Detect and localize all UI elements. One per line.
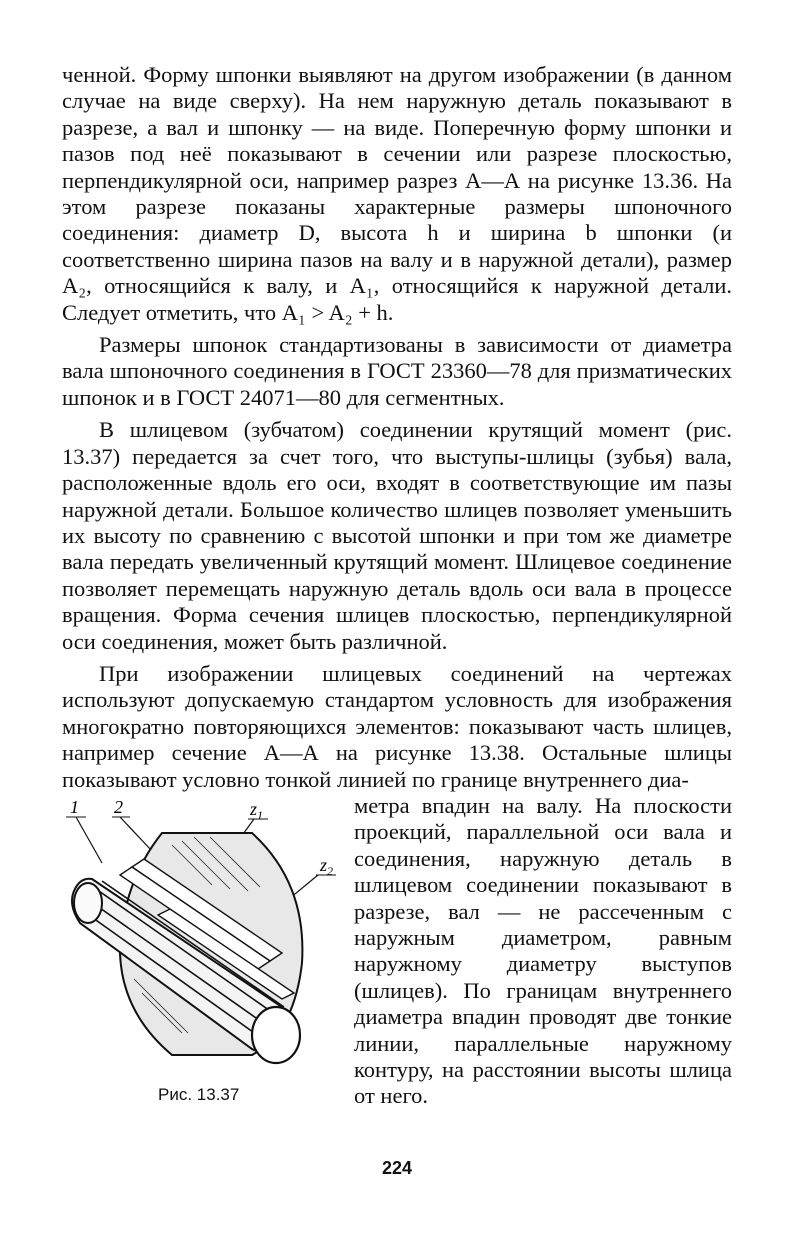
label-1: 1 (70, 796, 79, 817)
page-number: 224 (381, 1158, 413, 1178)
label-2: 2 (114, 796, 123, 817)
paragraph-1: ченной. Форму шпонки выявляют на другом изображении (в данном случае на виде сверху). На нем наружную деталь показывают в разрезе, а вал и шпонку — на виде. Поперечную форму шпонки и пазов под неё показывают в сечении или разрезе плоскостью, перпендикулярной оси, например разрез А—А на рисунке 13.36. На этом разрезе показаны характерные размеры шпоночного соединения: диаметр D, высота h и ширина b шпонки (и соответственно ширина пазов на валу и в наружной детали), размер A₂, относящийся к валу, и A₁, относящийся к наружной детали. Следует отметить, что A₁ > A₂ + h. (62, 62, 732, 325)
paragraph-2: Размеры шпонок стандартизованы в зависимости от диаметра вала шпоночного соединения в ГОСТ 23360—78 для призматических шпонок и в ГОСТ 24071—80 для сегментных. (62, 332, 732, 410)
page-body (62, 62, 732, 1113)
side-paragraph: метра впадин на валу. На плоскости проекций, параллельной оси вала и соединения, наружную деталь в шлицевом соединении показывают в разрезе, вал — не рассеченным с наружным диаметром, равным наружному диаметру выступов (шлицев). По границам внутреннего диаметра впадин проводят две тонкие линии, параллельные наружному контуру, на расстоянии высоты шлица от него. (354, 792, 732, 1109)
figure-13-37 (62, 793, 352, 1113)
label-z2: $z_2$ (320, 854, 334, 878)
figure-block (62, 793, 732, 1113)
shaft-left-end (74, 883, 102, 923)
label-z1: $z_1$ (250, 798, 264, 822)
figure-caption: Рис. 13.37 (158, 1084, 240, 1104)
spline-shaft-illustration (62, 793, 352, 1083)
shaft-end (252, 1007, 300, 1063)
paragraph-3: В шлицевом (зубчатом) соединении крутящий момент (рис. 13.37) передается за счет того, что выступы-шлицы (зубья) вала, расположенные вдоль его оси, входят в соответствующие им пазы наружной детали. Большое количество шлицев позволяет уменьшить их высоту по сравнению с высотой шпонки и при том же диаметре вала передать увеличенный крутящий момент. Шлицевое соединение позволяет перемещать наружную деталь вдоль оси вала в процессе вращения. Форма сечения шлицев плоскостью, перпендикулярной оси соединения, может быть различной. (62, 417, 732, 654)
paragraph-4: При изображении шлицевых соединений на чертежах используют допускаемую стандартом условность для изображения многократно повторяющихся элементов: показывают часть шлицев, например сечение А—А на рисунке 13.38. Остальные шлицы показывают условно тонкой линией по границе внутреннего диа- (62, 660, 732, 792)
side-text (354, 793, 732, 1110)
